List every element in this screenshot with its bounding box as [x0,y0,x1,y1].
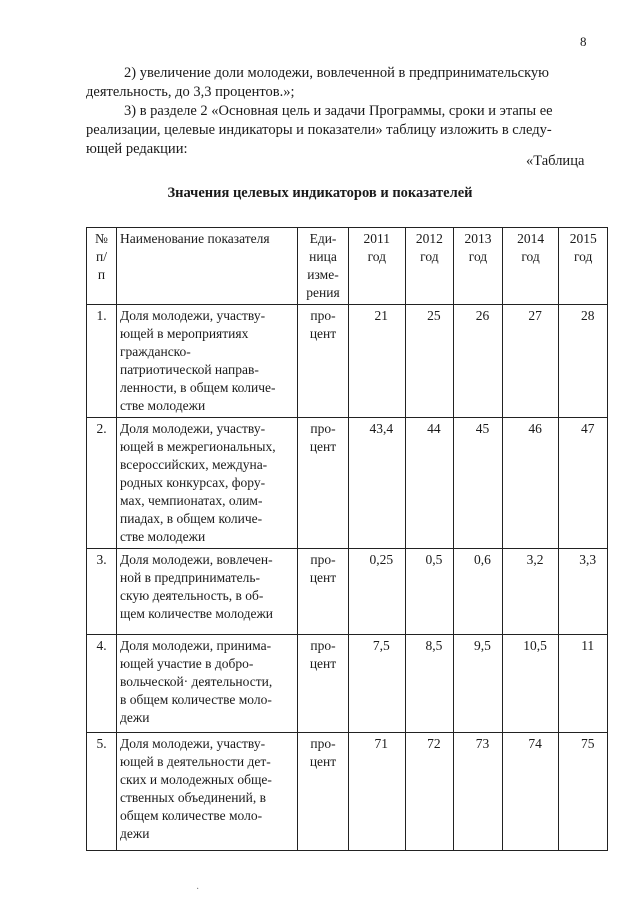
value-cell: 0,5 [405,549,454,635]
indicator-name-line: ленности, в общем количе- [120,380,276,395]
value-cell: 0,6 [454,549,503,635]
value-cell: 7,5 [349,635,406,733]
indicator-name-line: стве молодежи [120,398,206,413]
row-number: 5. [87,733,117,851]
value-cell: 71 [349,733,406,851]
indicator-name-line: ющей в деятельности дет- [120,754,271,769]
row-number: 4. [87,635,117,733]
header-year-number: 2013 [464,231,492,246]
header-num [87,228,117,305]
header-year-word: год [420,249,439,264]
indicator-name-line: стве молодежи [120,529,206,544]
header-year-number: 2011 [363,231,391,246]
header-year-number: 2012 [415,231,443,246]
value-cell: 47 [559,418,608,549]
table-caption: «Таблица [526,153,585,169]
indicator-name-line: Доля молодежи, участву- [120,421,266,436]
scan-mark: · [196,884,200,895]
unit-cell [298,418,349,549]
table-header-row [87,228,608,305]
header-name: Наименование показателя [117,228,298,305]
header-num-line: п/ [96,249,107,264]
value-cell: 74 [502,733,559,851]
unit-line: про- [310,552,336,567]
indicator-name-line: общем количестве моло- [120,808,263,823]
indicator-name-line: дежи [120,710,150,725]
row-number: 2. [87,418,117,549]
table-title: Значения целевых индикаторов и показателей [167,185,473,201]
value-cell: 11 [559,635,608,733]
unit-cell [298,635,349,733]
indicator-name-line: скую деятельность, в об- [120,588,264,603]
header-year-word: год [573,249,593,264]
value-cell: 27 [502,305,559,418]
value-cell: 46 [502,418,559,549]
value-cell: 10,5 [502,635,559,733]
indicator-name [117,549,298,635]
unit-line: цент [309,570,337,585]
paragraph-line: реализации, целевые индикаторы и показатели» таблицу изложить в следу- [86,122,552,138]
paragraph-line: 2) увеличение доли молодежи, вовлеченной в предпринимательскую [124,65,550,81]
indicator-name-line: родных конкурсах, фору- [120,475,266,490]
table-row [87,549,608,635]
unit-cell [298,305,349,418]
unit-line: цент [309,439,337,454]
paragraph-line: деятельность, до 3,3 процентов.»; [86,84,295,100]
header-unit-line: ница [309,249,337,264]
header-year [405,228,454,305]
indicator-name-line: ющей в мероприятиях [120,326,249,341]
unit-line: про- [310,736,336,751]
table-row [87,635,608,733]
indicator-name-line: ной в предприниматель- [120,570,261,585]
value-cell: 8,5 [405,635,454,733]
indicator-name-line: ющей в межрегиональных, [120,439,276,454]
indicator-name-line: дежи [120,826,150,841]
value-cell: 21 [349,305,406,418]
header-year-word: год [367,249,387,264]
value-cell: 3,3 [559,549,608,635]
value-cell: 26 [454,305,503,418]
unit-cell [298,733,349,851]
unit-line: цент [309,656,337,671]
indicator-name-line: щем количестве молодежи [120,606,274,621]
indicator-name-line: вольческой· деятельности, [120,674,273,689]
indicator-name-line: ских и молодежных обще- [120,772,272,787]
row-number: 3. [87,549,117,635]
row-number: 1. [87,305,117,418]
indicator-name-line: мах, чемпионатах, олим- [120,493,263,508]
indicator-name [117,418,298,549]
table-row [87,418,608,549]
unit-line: про- [310,421,336,436]
page-number: 8 [580,34,587,49]
unit-line: про- [310,308,336,323]
indicator-name-line: ственных объединений, в [120,790,267,805]
indicator-name [117,305,298,418]
header-year [349,228,406,305]
indicator-name [117,733,298,851]
paragraph-line: 3) в разделе 2 «Основная цель и задачи Программы, сроки и этапы ее [124,103,553,119]
indicator-name-line: гражданско- [120,344,191,359]
unit-cell [298,549,349,635]
value-cell: 3,2 [502,549,559,635]
indicator-name-line: Доля молодежи, принима- [120,638,272,653]
header-year [502,228,559,305]
indicator-name-line: Доля молодежи, вовлечен- [120,552,273,567]
indicator-name [117,635,298,733]
indicator-name-line: Доля молодежи, участву- [120,308,266,323]
indicator-name-line: в общем количестве моло- [120,692,272,707]
header-year [454,228,503,305]
value-cell: 73 [454,733,503,851]
value-cell: 0,25 [349,549,406,635]
table-row [87,733,608,851]
value-cell: 28 [559,305,608,418]
header-year-word: год [468,249,488,264]
header-num-line: п [97,267,106,282]
header-num-line: № [95,231,108,246]
indicator-name-line: ющей участие в добро- [120,656,254,671]
indicators-table [86,227,608,851]
value-cell: 44 [405,418,454,549]
header-year-number: 2014 [517,231,545,246]
value-cell: 72 [405,733,454,851]
indicator-name-line: патриотической направ- [120,362,259,377]
paragraph-line: ющей редакции: [86,141,188,157]
unit-line: цент [309,754,337,769]
value-cell: 45 [454,418,503,549]
table-row [87,305,608,418]
value-cell: 43,4 [349,418,406,549]
value-cell: 25 [405,305,454,418]
unit-line: цент [309,326,337,341]
unit-line: про- [310,638,336,653]
header-year-number: 2015 [569,231,597,246]
indicator-name-line: пиадах, в общем количе- [120,511,263,526]
indicator-name-line: всероссийских, междуна- [120,457,268,472]
header-unit-line: изме- [307,267,339,282]
indicator-name-line: Доля молодежи, участву- [120,736,266,751]
header-unit-line: Еди- [309,231,337,246]
header-unit [298,228,349,305]
header-unit-line: рения [306,285,340,300]
value-cell: 9,5 [454,635,503,733]
header-year-word: год [521,249,540,264]
value-cell: 75 [559,733,608,851]
header-year [559,228,608,305]
